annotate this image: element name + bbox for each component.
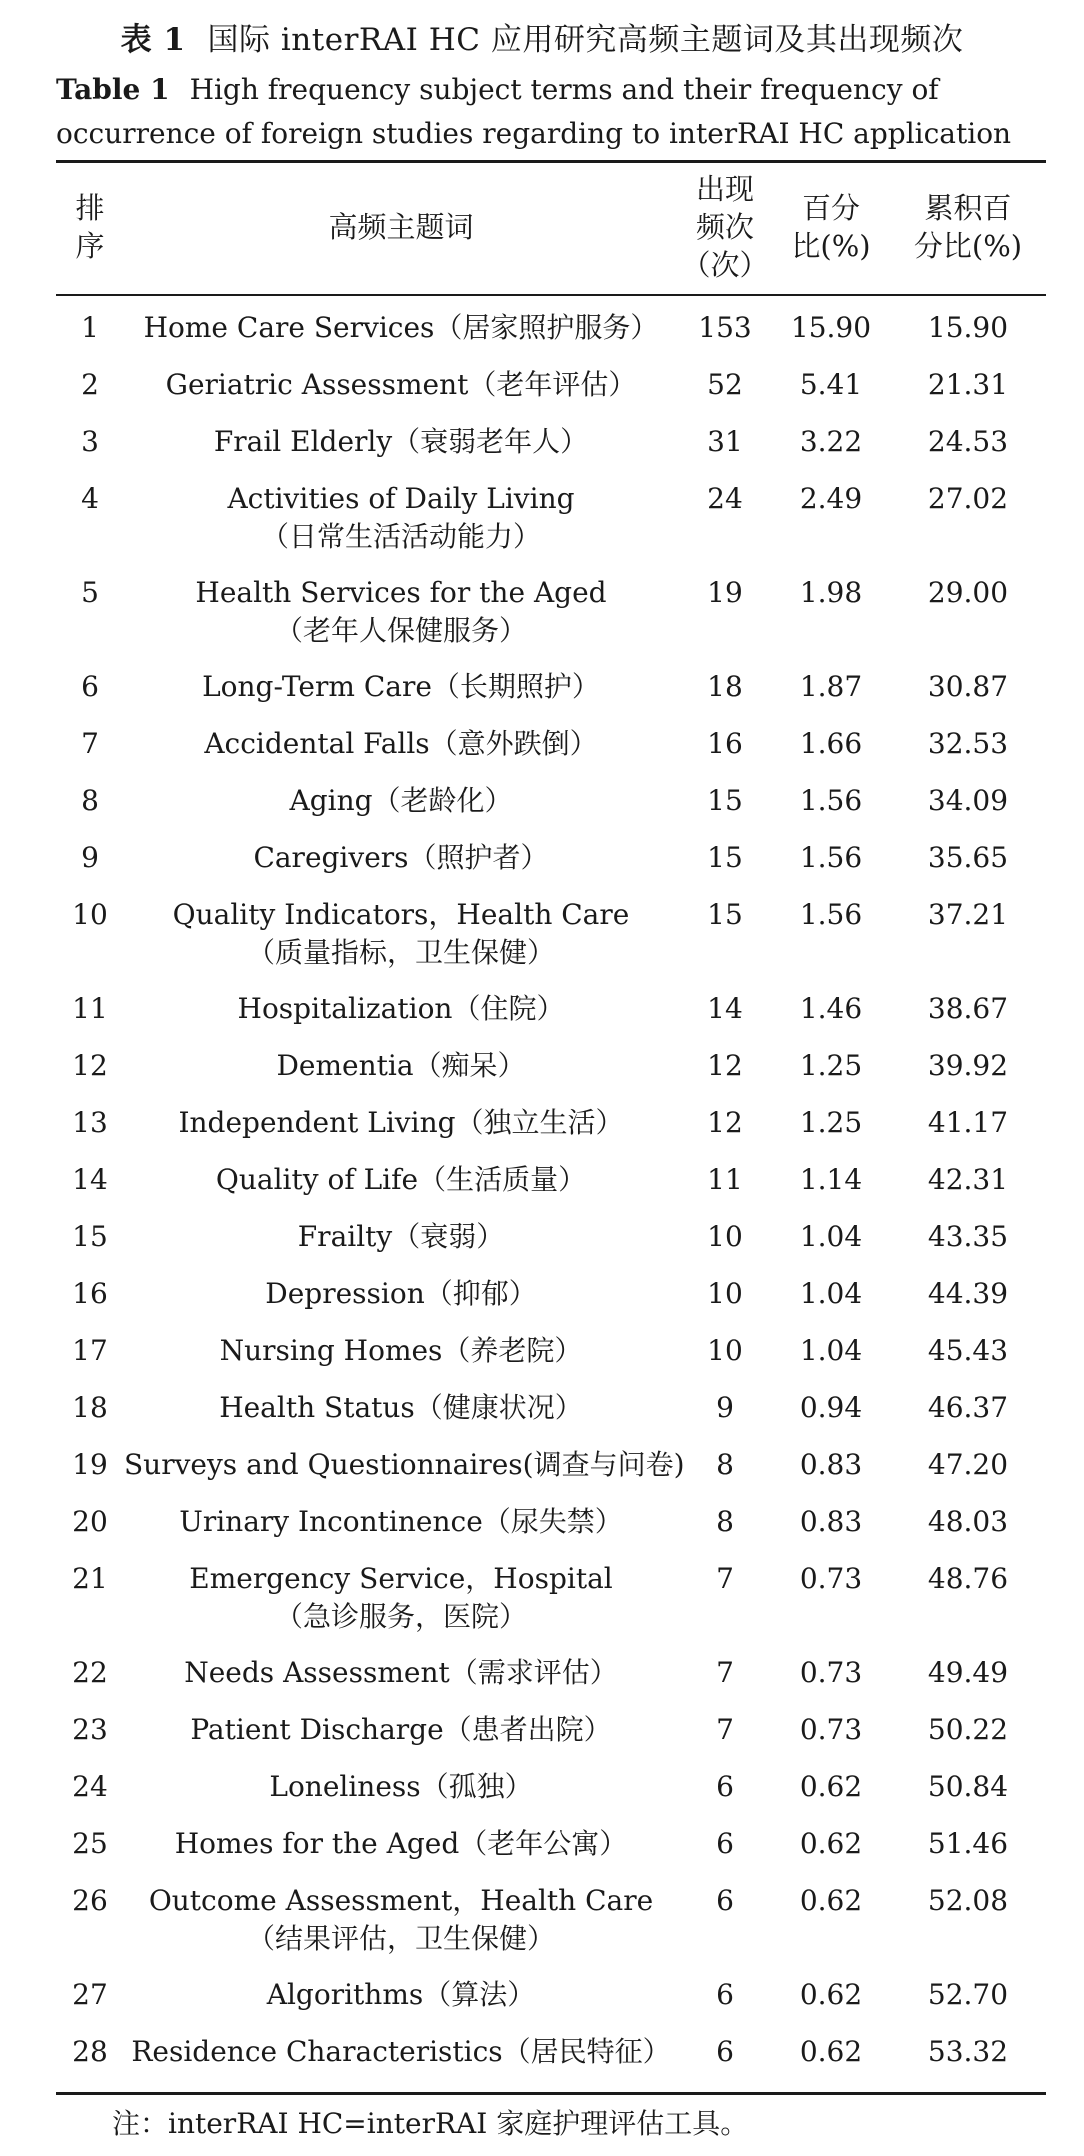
table-row xyxy=(0,659,1084,716)
cell-cumulative: 39.92 xyxy=(927,1049,1009,1082)
cell-frequency: 19 xyxy=(707,576,743,609)
cell-term-line: Patient Discharge（患者出院） xyxy=(190,1713,612,1746)
cell-term xyxy=(124,1332,678,1370)
cell-term-line: Dementia（痴呆） xyxy=(276,1049,526,1082)
table-row xyxy=(0,565,1084,659)
cell-term-line: Surveys and Questionnaires(调查与问卷) xyxy=(124,1448,685,1481)
table-row xyxy=(0,1967,1084,2024)
cell-rank: 19 xyxy=(72,1448,108,1481)
cell-term xyxy=(124,782,678,820)
cell-term-line: Quality Indicators，Health Care xyxy=(172,898,630,931)
header-frequency-line: （次） xyxy=(681,248,769,282)
cell-frequency: 10 xyxy=(707,1334,743,1367)
cell-percentage: 0.62 xyxy=(799,1978,863,2011)
header-rank xyxy=(56,160,124,294)
cell-frequency: 52 xyxy=(707,368,743,401)
cell-percentage: 0.62 xyxy=(799,1827,863,1860)
cell-rank: 4 xyxy=(81,482,99,515)
cell-frequency: 6 xyxy=(716,1770,734,1803)
cell-term-line: Frail Elderly（衰弱老年人） xyxy=(213,425,589,458)
cell-term-line: Frailty（衰弱） xyxy=(297,1220,505,1253)
cell-percentage: 1.98 xyxy=(799,576,863,609)
cell-percentage: 0.73 xyxy=(799,1656,863,1689)
table-row xyxy=(0,981,1084,1038)
table-row xyxy=(0,1873,1084,1967)
table-row xyxy=(0,1702,1084,1759)
cell-term-line: Outcome Assessment，Health Care xyxy=(148,1884,654,1917)
cell-term xyxy=(124,309,678,347)
cell-term xyxy=(124,1560,678,1636)
cell-term xyxy=(124,1711,678,1749)
cell-cumulative: 21.31 xyxy=(927,368,1009,401)
cell-term xyxy=(124,1161,678,1199)
cell-percentage: 15.90 xyxy=(790,311,872,344)
cell-term-line: Long-Term Care（长期照护） xyxy=(202,670,600,703)
cell-cumulative: 42.31 xyxy=(927,1163,1009,1196)
cell-term-line: Health Status（健康状况） xyxy=(219,1391,583,1424)
header-percentage-line: 比(%) xyxy=(791,229,871,263)
cell-frequency: 6 xyxy=(716,1978,734,2011)
cell-rank: 20 xyxy=(72,1505,108,1538)
cell-rank: 17 xyxy=(72,1334,108,1367)
table-title-en-text: High frequency subject terms and their frequency of occurrence of foreign studies regarding to interRAI HC application xyxy=(56,73,1012,150)
cell-cumulative: 48.76 xyxy=(927,1562,1009,1595)
cell-term xyxy=(124,1047,678,1085)
table-bottom-rule xyxy=(56,2092,1046,2095)
table-row xyxy=(0,830,1084,887)
cell-rank: 25 xyxy=(72,1827,108,1860)
header-term-text: 高频主题词 xyxy=(328,210,474,244)
cell-frequency: 14 xyxy=(707,992,743,1025)
cell-frequency: 31 xyxy=(707,425,743,458)
cell-cumulative: 48.03 xyxy=(927,1505,1009,1538)
cell-percentage: 1.04 xyxy=(799,1277,863,1310)
cell-term xyxy=(124,1768,678,1806)
cell-rank: 7 xyxy=(81,727,99,760)
cell-rank: 11 xyxy=(72,992,108,1025)
table-body xyxy=(0,300,1084,2081)
cell-term xyxy=(124,896,678,972)
cell-term-line: Residence Characteristics（居民特征） xyxy=(131,2035,671,2068)
cell-frequency: 24 xyxy=(707,482,743,515)
header-frequency-line: 频次 xyxy=(695,210,754,244)
cell-percentage: 1.66 xyxy=(799,727,863,760)
table-row xyxy=(0,1152,1084,1209)
header-cumulative-line: 分比(%) xyxy=(913,229,1023,263)
table-row xyxy=(0,2024,1084,2081)
cell-cumulative: 53.32 xyxy=(927,2035,1009,2068)
table-row xyxy=(0,1759,1084,1816)
table-row xyxy=(0,414,1084,471)
table-title-en xyxy=(56,68,1046,156)
cell-frequency: 7 xyxy=(716,1656,734,1689)
cell-cumulative: 52.70 xyxy=(927,1978,1009,2011)
cell-term xyxy=(124,1446,685,1484)
cell-term-line: （结果评估，卫生保健） xyxy=(246,1922,555,1955)
cell-cumulative: 35.65 xyxy=(927,841,1009,874)
cell-percentage: 0.73 xyxy=(799,1713,863,1746)
table-row xyxy=(0,1437,1084,1494)
cell-term xyxy=(124,2033,678,2071)
cell-cumulative: 37.21 xyxy=(927,898,1009,931)
cell-term xyxy=(124,423,678,461)
table-row xyxy=(0,1380,1084,1437)
header-percentage xyxy=(772,160,890,294)
cell-cumulative: 52.08 xyxy=(927,1884,1009,1917)
cell-term xyxy=(124,366,678,404)
cell-term-line: （日常生活活动能力） xyxy=(260,520,541,553)
cell-percentage: 1.56 xyxy=(799,841,863,874)
cell-frequency: 7 xyxy=(716,1713,734,1746)
cell-cumulative: 27.02 xyxy=(927,482,1009,515)
cell-rank: 21 xyxy=(72,1562,108,1595)
table-row xyxy=(0,1266,1084,1323)
cell-percentage: 1.04 xyxy=(799,1334,863,1367)
cell-percentage: 2.49 xyxy=(799,482,863,515)
header-frequency-line: 出现 xyxy=(695,172,754,206)
cell-term-line: Caregivers（照护者） xyxy=(253,841,549,874)
cell-rank: 3 xyxy=(81,425,99,458)
cell-term-line: Hospitalization（住院） xyxy=(237,992,565,1025)
header-cumulative xyxy=(890,160,1046,294)
cell-percentage: 3.22 xyxy=(799,425,863,458)
cell-term-line: Nursing Homes（养老院） xyxy=(219,1334,583,1367)
cell-rank: 26 xyxy=(72,1884,108,1917)
cell-frequency: 12 xyxy=(707,1049,743,1082)
cell-term-line: Activities of Daily Living xyxy=(227,482,575,515)
table-title-cn xyxy=(0,18,1084,62)
cell-term-line: Independent Living（独立生活） xyxy=(178,1106,624,1139)
cell-term xyxy=(124,1503,678,1541)
cell-term-line: Aging（老龄化） xyxy=(289,784,513,817)
cell-frequency: 18 xyxy=(707,670,743,703)
cell-percentage: 0.83 xyxy=(799,1448,863,1481)
cell-cumulative: 41.17 xyxy=(927,1106,1009,1139)
cell-cumulative: 32.53 xyxy=(927,727,1009,760)
cell-cumulative: 46.37 xyxy=(927,1391,1009,1424)
table-row xyxy=(0,1209,1084,1266)
cell-rank: 10 xyxy=(72,898,108,931)
cell-term xyxy=(124,574,678,650)
table-title-cn-text: 国际 interRAI HC 应用研究高频主题词及其出现频次 xyxy=(207,22,964,58)
cell-term-line: Needs Assessment（需求评估） xyxy=(184,1656,618,1689)
table-row xyxy=(0,471,1084,565)
cell-cumulative: 51.46 xyxy=(927,1827,1009,1860)
cell-frequency: 10 xyxy=(707,1277,743,1310)
cell-cumulative: 50.84 xyxy=(927,1770,1009,1803)
cell-rank: 18 xyxy=(72,1391,108,1424)
cell-term-line: Quality of Life（生活质量） xyxy=(215,1163,587,1196)
cell-frequency: 6 xyxy=(716,1827,734,1860)
cell-term xyxy=(124,480,678,556)
cell-frequency: 7 xyxy=(716,1562,734,1595)
cell-rank: 23 xyxy=(72,1713,108,1746)
table-row xyxy=(0,887,1084,981)
cell-term-line: （质量指标，卫生保健） xyxy=(246,936,555,969)
cell-cumulative: 43.35 xyxy=(927,1220,1009,1253)
cell-cumulative: 47.20 xyxy=(927,1448,1009,1481)
cell-percentage: 1.46 xyxy=(799,992,863,1025)
table-row xyxy=(0,1816,1084,1873)
cell-term xyxy=(124,1104,678,1142)
cell-cumulative: 38.67 xyxy=(927,992,1009,1025)
cell-percentage: 0.73 xyxy=(799,1562,863,1595)
table-row xyxy=(0,357,1084,414)
cell-term-line: Health Services for the Aged xyxy=(195,576,607,609)
cell-cumulative: 45.43 xyxy=(927,1334,1009,1367)
cell-term-line: Emergency Service，Hospital xyxy=(189,1562,613,1595)
cell-frequency: 11 xyxy=(707,1163,743,1196)
cell-term-line: Home Care Services（居家照护服务） xyxy=(143,311,659,344)
cell-term xyxy=(124,1218,678,1256)
cell-frequency: 153 xyxy=(698,311,752,344)
cell-frequency: 15 xyxy=(707,841,743,874)
table-row xyxy=(0,1494,1084,1551)
header-percentage-line: 百分 xyxy=(801,191,860,225)
cell-rank: 22 xyxy=(72,1656,108,1689)
cell-term-line: Loneliness（孤独） xyxy=(269,1770,533,1803)
cell-percentage: 1.14 xyxy=(799,1163,863,1196)
cell-percentage: 1.56 xyxy=(799,898,863,931)
cell-rank: 1 xyxy=(81,311,99,344)
cell-term xyxy=(124,1654,678,1692)
table-label-cn: 表 1 xyxy=(120,22,186,58)
table-label-en: Table 1 xyxy=(56,73,170,106)
cell-rank: 15 xyxy=(72,1220,108,1253)
cell-rank: 27 xyxy=(72,1978,108,2011)
cell-cumulative: 49.49 xyxy=(927,1656,1009,1689)
cell-percentage: 1.25 xyxy=(799,1049,863,1082)
cell-term-line: （老年人保健服务） xyxy=(274,614,527,647)
cell-rank: 9 xyxy=(81,841,99,874)
header-frequency xyxy=(678,160,772,294)
cell-percentage: 1.87 xyxy=(799,670,863,703)
header-rank-line: 排 xyxy=(75,191,105,225)
cell-frequency: 6 xyxy=(716,2035,734,2068)
cell-frequency: 10 xyxy=(707,1220,743,1253)
cell-frequency: 15 xyxy=(707,898,743,931)
cell-frequency: 8 xyxy=(716,1448,734,1481)
cell-term-line: （急诊服务，医院） xyxy=(274,1600,527,1633)
cell-term xyxy=(124,1275,678,1313)
cell-frequency: 8 xyxy=(716,1505,734,1538)
cell-percentage: 1.04 xyxy=(799,1220,863,1253)
header-rank-line: 序 xyxy=(75,229,105,263)
table-row xyxy=(0,1645,1084,1702)
header-cumulative-line: 累积百 xyxy=(924,191,1012,225)
cell-term xyxy=(124,668,678,706)
cell-term-line: Homes for the Aged（老年公寓） xyxy=(174,1827,628,1860)
cell-frequency: 16 xyxy=(707,727,743,760)
cell-term-line: Depression（抑郁） xyxy=(265,1277,537,1310)
cell-rank: 28 xyxy=(72,2035,108,2068)
cell-term xyxy=(124,725,678,763)
cell-cumulative: 24.53 xyxy=(927,425,1009,458)
cell-rank: 8 xyxy=(81,784,99,817)
cell-term xyxy=(124,990,678,1028)
cell-frequency: 6 xyxy=(716,1884,734,1917)
cell-rank: 13 xyxy=(72,1106,108,1139)
cell-term xyxy=(124,1389,678,1427)
cell-percentage: 0.62 xyxy=(799,1884,863,1917)
cell-rank: 2 xyxy=(81,368,99,401)
table-header-rule xyxy=(56,294,1046,296)
cell-term xyxy=(124,1882,678,1958)
table-row xyxy=(0,1323,1084,1380)
cell-percentage: 1.25 xyxy=(799,1106,863,1139)
cell-rank: 5 xyxy=(81,576,99,609)
cell-cumulative: 44.39 xyxy=(927,1277,1009,1310)
cell-rank: 12 xyxy=(72,1049,108,1082)
cell-rank: 16 xyxy=(72,1277,108,1310)
table-row xyxy=(0,773,1084,830)
table-row xyxy=(0,1551,1084,1645)
cell-cumulative: 30.87 xyxy=(927,670,1009,703)
cell-percentage: 5.41 xyxy=(799,368,863,401)
cell-term-line: Algorithms（算法） xyxy=(266,1978,536,2011)
cell-rank: 6 xyxy=(81,670,99,703)
cell-rank: 14 xyxy=(72,1163,108,1196)
table-row xyxy=(0,1038,1084,1095)
cell-term-line: Urinary Incontinence（尿失禁） xyxy=(179,1505,623,1538)
cell-cumulative: 15.90 xyxy=(927,311,1009,344)
cell-rank: 24 xyxy=(72,1770,108,1803)
cell-percentage: 1.56 xyxy=(799,784,863,817)
cell-percentage: 0.62 xyxy=(799,1770,863,1803)
cell-frequency: 15 xyxy=(707,784,743,817)
cell-term-line: Accidental Falls（意外跌倒） xyxy=(204,727,598,760)
header-term xyxy=(124,160,678,294)
cell-cumulative: 34.09 xyxy=(927,784,1009,817)
cell-frequency: 12 xyxy=(707,1106,743,1139)
cell-percentage: 0.94 xyxy=(799,1391,863,1424)
cell-cumulative: 50.22 xyxy=(927,1713,1009,1746)
table-row xyxy=(0,300,1084,357)
cell-term xyxy=(124,1825,678,1863)
cell-cumulative: 29.00 xyxy=(927,576,1009,609)
cell-term-line: Geriatric Assessment（老年评估） xyxy=(165,368,637,401)
cell-percentage: 0.62 xyxy=(799,2035,863,2068)
table-row xyxy=(0,716,1084,773)
cell-term xyxy=(124,1976,678,2014)
table-note: 注：interRAI HC=interRAI 家庭护理评估工具。 xyxy=(112,2107,749,2140)
cell-term xyxy=(124,839,678,877)
table-row xyxy=(0,1095,1084,1152)
cell-percentage: 0.83 xyxy=(799,1505,863,1538)
cell-frequency: 9 xyxy=(716,1391,734,1424)
